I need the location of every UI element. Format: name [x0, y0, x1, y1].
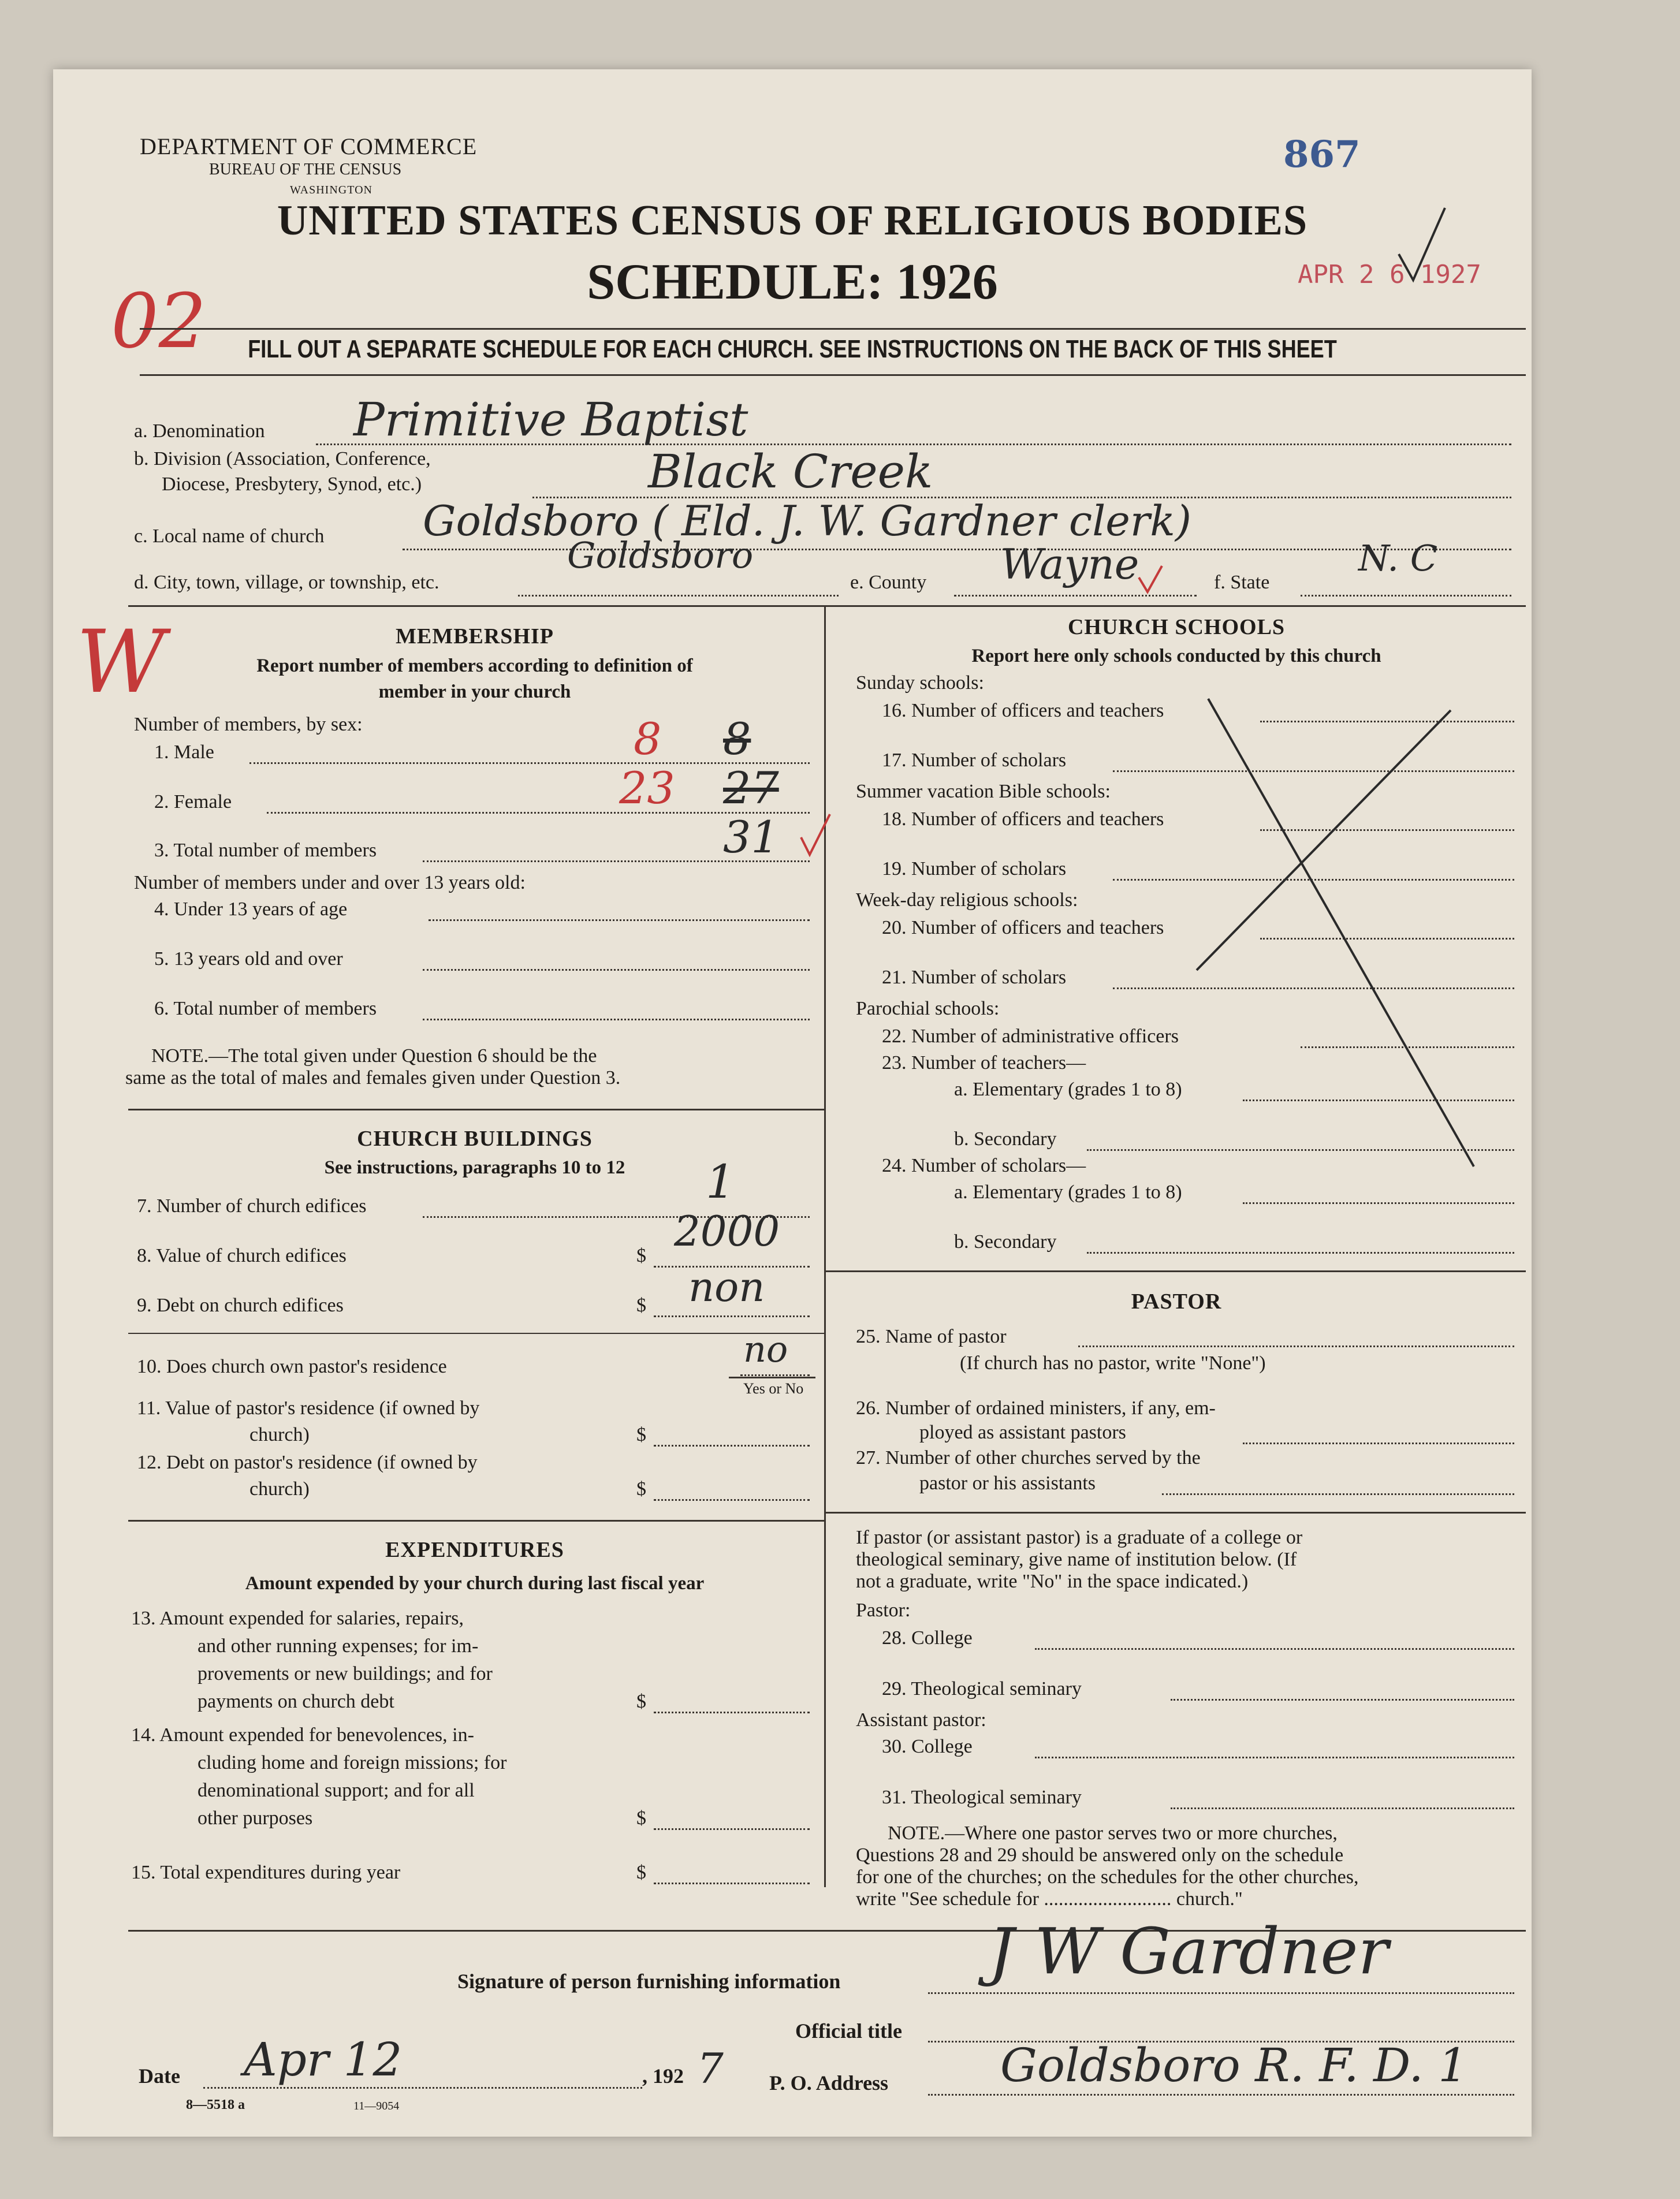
residence-value-dollar: $	[636, 1424, 646, 1445]
edifices-count-value[interactable]: 1	[706, 1155, 735, 1209]
print-number: 11—9054	[353, 2100, 400, 2112]
female-value[interactable]: 23	[619, 762, 675, 814]
total-members-value[interactable]: 31	[723, 811, 779, 863]
signature-value[interactable]: J W Gardner	[989, 1914, 1389, 1988]
pastor-name-note: (If church has no pastor, write "None")	[960, 1352, 1266, 1374]
county-label: e. County	[850, 572, 927, 593]
pastor-residence-value[interactable]: no	[743, 1328, 788, 1370]
buildings-sub: See instructions, paragraphs 10 to 12	[324, 1157, 625, 1178]
schedule-number-stamp: 867	[1283, 133, 1361, 176]
signature-label: Signature of person furnishing information	[457, 1970, 841, 1993]
sunday-schools-label: Sunday schools:	[856, 672, 984, 694]
edifices-value-value[interactable]: 2000	[674, 1207, 780, 1255]
members-by-sex-label: Number of members, by sex:	[134, 714, 363, 735]
form-title: UNITED STATES CENSUS OF RELIGIOUS BODIES	[277, 197, 1308, 244]
benevolences-label-3: denominational support; and for all	[198, 1780, 475, 1801]
male-value[interactable]: 8	[634, 713, 662, 765]
running-expenses-dollar: $	[636, 1691, 646, 1712]
form-number: 8—5518 a	[186, 2097, 245, 2112]
membership-note-1: NOTE.—The total given under Question 6 should be the	[151, 1045, 597, 1067]
po-address-label: P. O. Address	[769, 2071, 889, 2094]
benevolences-label-4: other purposes	[198, 1807, 313, 1829]
membership-note-2: same as the total of males and females given under Question 3.	[125, 1067, 621, 1089]
benevolences-label-1: 14. Amount expended for benevolences, in-	[131, 1724, 474, 1746]
summer-officers-label: 18. Number of officers and teachers	[882, 808, 1164, 830]
graduate-instruction-1: If pastor (or assistant pastor) is a graduate of a college or	[856, 1527, 1303, 1548]
pastor-college-label: 28. College	[882, 1627, 973, 1649]
pastor-heading: PASTOR	[1131, 1289, 1222, 1314]
expenditures-heading: EXPENDITURES	[385, 1538, 564, 1562]
date-value[interactable]: Apr 12	[244, 2033, 403, 2086]
yes-no-hint: Yes or No	[743, 1380, 804, 1397]
assistant-pastor-sub-label: Assistant pastor:	[856, 1709, 986, 1731]
bureau-name: BUREAU OF THE CENSUS	[209, 161, 402, 178]
po-address-value[interactable]: Goldsboro R. F. D. 1	[1000, 2038, 1468, 2092]
division-label-2: Diocese, Presbytery, Synod, etc.)	[162, 474, 422, 495]
year-value[interactable]: 7	[697, 2044, 724, 2093]
pastor-note-4: write "See schedule for .......................... church."	[856, 1888, 1243, 1910]
pastor-sub-label: Pastor:	[856, 1600, 911, 1621]
assistant-seminary-label: 31. Theological seminary	[882, 1787, 1082, 1808]
cross-out-stroke-2	[1197, 710, 1451, 970]
city-name: WASHINGTON	[290, 184, 372, 196]
division-label: b. Division (Association, Conference,	[134, 448, 431, 469]
parochial-schools-label: Parochial schools:	[856, 998, 1000, 1019]
total-by-age-label: 6. Total number of members	[154, 998, 377, 1019]
denomination-value[interactable]: Primitive Baptist	[353, 393, 748, 446]
date-label: Date	[139, 2064, 180, 2088]
residence-debt-label-2: church)	[249, 1478, 310, 1500]
total-expenditures-label: 15. Total expenditures during year	[131, 1862, 401, 1883]
graduate-instruction-2: theological seminary, give name of institution below. (If	[856, 1549, 1297, 1570]
summer-scholars-label: 19. Number of scholars	[882, 858, 1067, 879]
running-expenses-label-4: payments on church debt	[198, 1691, 394, 1712]
membership-sub-1: Report number of members according to definition of	[256, 655, 693, 676]
edifices-count-label: 7. Number of church edifices	[137, 1195, 367, 1217]
running-expenses-label-1: 13. Amount expended for salaries, repairs,	[131, 1608, 464, 1629]
instructions-banner: FILL OUT A SEPARATE SCHEDULE FOR EACH CHURCH. SEE INSTRUCTIONS ON THE BACK OF THIS SHEET	[248, 335, 1337, 363]
edifices-debt-label: 9. Debt on church edifices	[137, 1295, 344, 1316]
membership-heading: MEMBERSHIP	[396, 624, 554, 648]
scholars-secondary-label: b. Secondary	[954, 1231, 1057, 1253]
sunday-officers-label: 16. Number of officers and teachers	[882, 700, 1164, 721]
denomination-label: a. Denomination	[134, 420, 265, 442]
over-13-label: 5. 13 years old and over	[154, 948, 343, 970]
membership-sub-2: member in your church	[378, 681, 571, 702]
residence-value-label: 11. Value of pastor's residence (if owned by	[137, 1397, 480, 1419]
cross-out-stroke-1	[1208, 699, 1474, 1166]
department-name: DEPARTMENT OF COMMERCE	[140, 133, 478, 159]
state-label: f. State	[1214, 572, 1270, 593]
year-prefix: , 192	[642, 2064, 684, 2088]
other-churches-label: 27. Number of other churches served by the	[856, 1447, 1201, 1469]
residence-value-label-2: church)	[249, 1424, 310, 1445]
female-label: 2. Female	[154, 791, 232, 812]
female-struck-value: 27	[723, 762, 779, 814]
pastor-note-2: Questions 28 and 29 should be answered only on the schedule	[856, 1844, 1344, 1866]
schedule-title: SCHEDULE: 1926	[587, 254, 998, 310]
pastor-residence-label: 10. Does church own pastor's residence	[137, 1356, 447, 1377]
schools-sub: Report here only schools conducted by this church	[971, 646, 1381, 666]
official-title-label: Official title	[795, 2019, 902, 2043]
pastor-note-3: for one of the churches; on the schedules for the other churches,	[856, 1866, 1359, 1888]
scholars-elementary-label: a. Elementary (grades 1 to 8)	[954, 1182, 1182, 1203]
red-check-mark-icon	[801, 814, 830, 855]
schools-heading: CHURCH SCHOOLS	[1067, 615, 1286, 639]
red-code-mark: 02	[111, 277, 207, 365]
assistant-pastors-label-2: ployed as assistant pastors	[919, 1422, 1126, 1443]
edifices-value-label: 8. Value of church edifices	[137, 1245, 347, 1266]
benevolences-dollar: $	[636, 1807, 646, 1829]
residence-debt-label: 12. Debt on pastor's residence (if owned by	[137, 1452, 478, 1473]
graduate-instruction-3: not a graduate, write "No" in the space indicated.)	[856, 1571, 1249, 1592]
benevolences-label-2: cluding home and foreign missions; for	[198, 1752, 507, 1773]
running-expenses-label-2: and other running expenses; for im-	[198, 1635, 479, 1657]
expenditures-sub: Amount expended by your church during last fiscal year	[245, 1573, 705, 1594]
other-churches-label-2: pastor or his assistants	[919, 1473, 1096, 1494]
assistant-pastors-label: 26. Number of ordained ministers, if any, em-	[856, 1397, 1216, 1419]
local-name-label: c. Local name of church	[134, 525, 325, 547]
total-expenditures-dollar: $	[636, 1862, 646, 1883]
edifices-debt-value[interactable]: non	[688, 1264, 765, 1311]
weekday-officers-label: 20. Number of officers and teachers	[882, 917, 1164, 938]
under-13-label: 4. Under 13 years of age	[154, 899, 348, 920]
edifices-value-dollar: $	[636, 1245, 646, 1266]
weekday-schools-label: Week-day religious schools:	[856, 889, 1078, 911]
city-label: d. City, town, village, or township, etc.	[134, 572, 439, 593]
parochial-teachers-label: 23. Number of teachers—	[882, 1052, 1086, 1074]
assistant-college-label: 30. College	[882, 1736, 973, 1757]
parochial-scholars-label: 24. Number of scholars—	[882, 1155, 1086, 1176]
pastor-seminary-label: 29. Theological seminary	[882, 1678, 1082, 1699]
sunday-scholars-label: 17. Number of scholars	[882, 750, 1067, 771]
pastor-name-label: 25. Name of pastor	[856, 1326, 1007, 1347]
buildings-heading: CHURCH BUILDINGS	[357, 1127, 593, 1151]
male-label: 1. Male	[154, 741, 214, 763]
teachers-secondary-label: b. Secondary	[954, 1128, 1057, 1150]
county-value[interactable]: Wayne	[1000, 540, 1139, 588]
residence-debt-dollar: $	[636, 1478, 646, 1500]
edifices-debt-dollar: $	[636, 1295, 646, 1316]
check-mark-icon	[1399, 208, 1445, 280]
members-by-age-label: Number of members under and over 13 years old:	[134, 872, 526, 893]
schedule-sheet	[53, 69, 1532, 2137]
male-struck-value: 8	[723, 713, 751, 765]
pen-marks	[53, 69, 1532, 2137]
pastor-note-1: NOTE.—Where one pastor serves two or more churches,	[888, 1822, 1338, 1844]
division-value[interactable]: Black Creek	[648, 445, 933, 498]
city-value[interactable]: Goldsboro	[567, 534, 754, 576]
received-date-stamp: APR 2 6 1927	[1298, 260, 1481, 289]
red-tick-icon	[1139, 566, 1162, 592]
state-value[interactable]: N. C	[1358, 537, 1438, 579]
summer-schools-label: Summer vacation Bible schools:	[856, 781, 1111, 802]
weekday-scholars-label: 21. Number of scholars	[882, 967, 1067, 988]
red-side-mark: W	[76, 612, 166, 713]
local-name-value[interactable]: Goldsboro ( Eld. J. W. Gardner clerk)	[423, 497, 1192, 545]
total-members-label: 3. Total number of members	[154, 840, 377, 861]
parochial-officers-label: 22. Number of administrative officers	[882, 1026, 1179, 1047]
teachers-elementary-label: a. Elementary (grades 1 to 8)	[954, 1079, 1182, 1100]
running-expenses-label-3: provements or new buildings; and for	[198, 1663, 493, 1684]
